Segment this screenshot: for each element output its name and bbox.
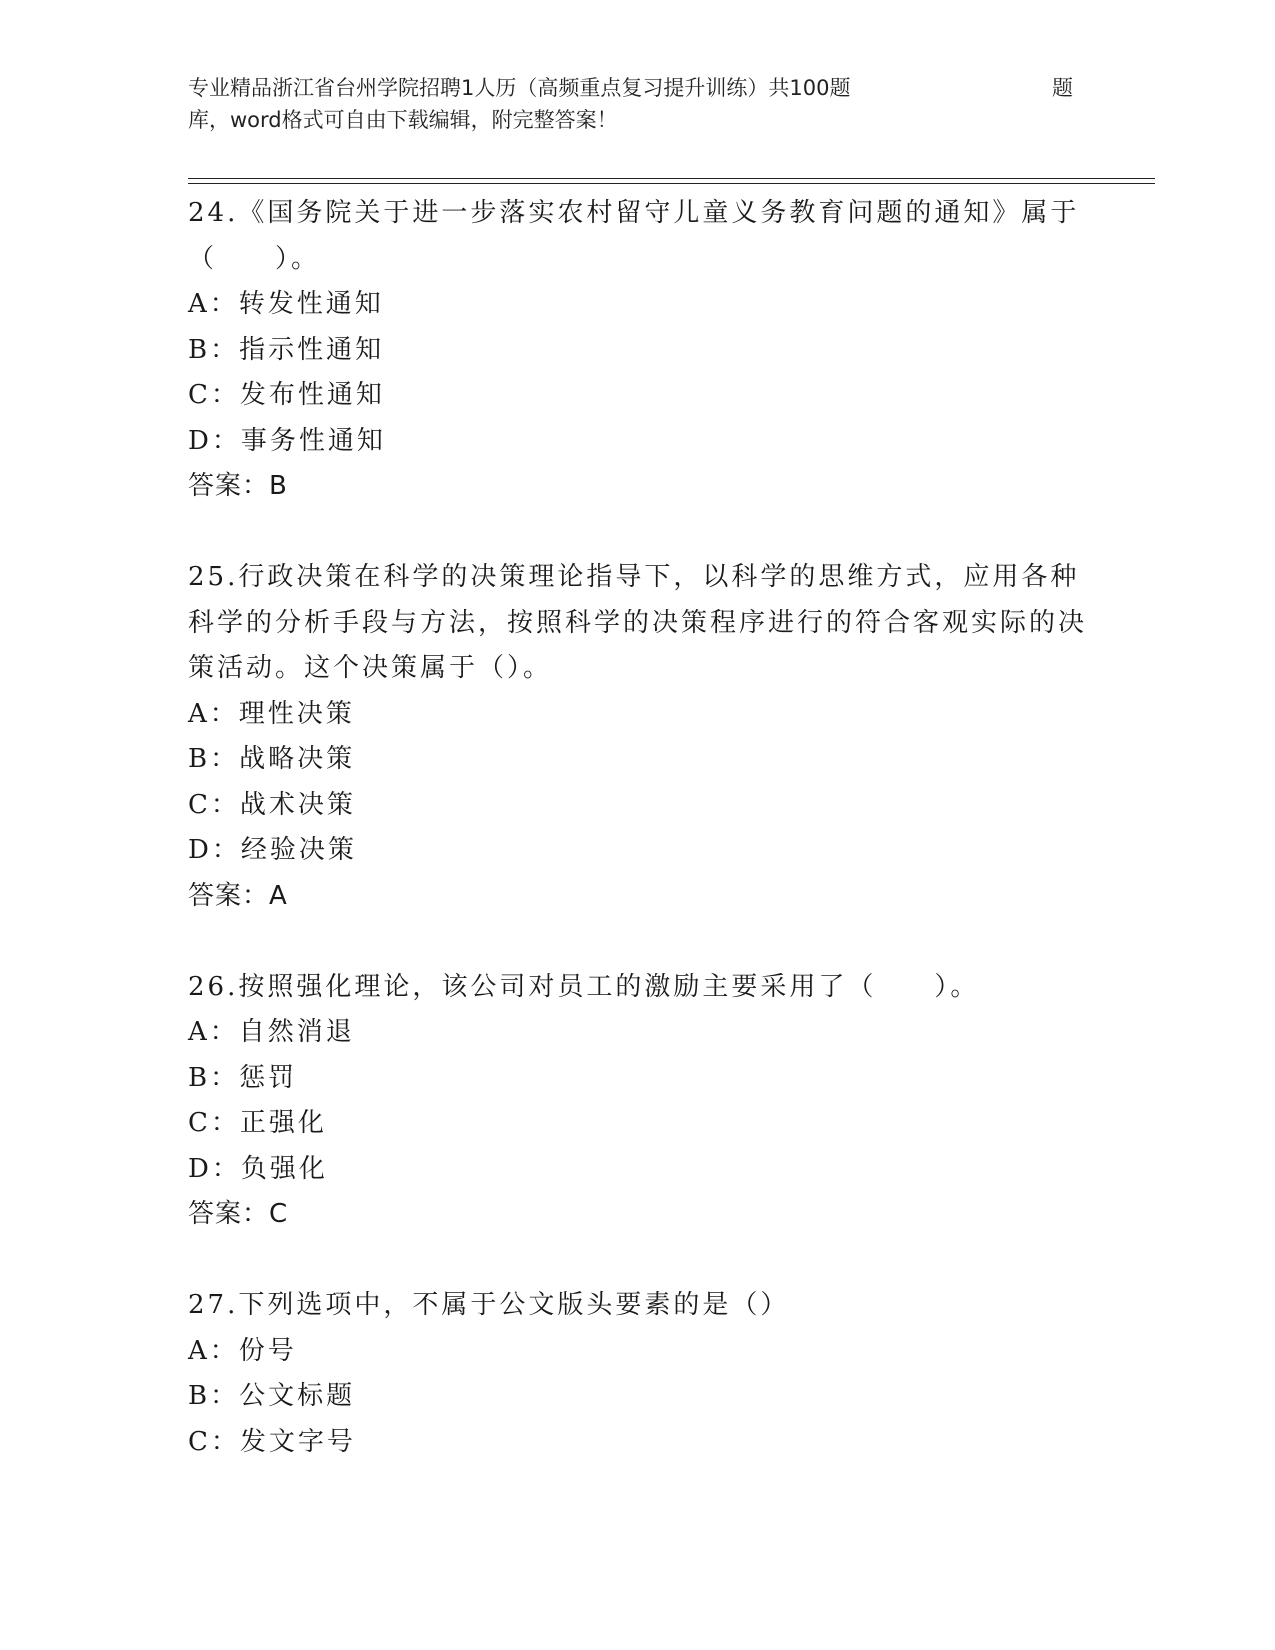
question-27 [188,1283,1088,1465]
option-d: D：负强化 [188,1153,328,1184]
header-divider-top [188,178,1155,179]
header-title-line1 [188,72,1088,104]
option-c: C：发布性通知 [188,380,385,410]
option-c: C：正强化 [188,1108,327,1138]
option-d: D：事务性通知 [188,425,386,456]
header-title-text: 专业精品浙江省台州学院招聘1人历（高频重点复习提升训练）共100题 [188,76,851,100]
answer: 答案：A [188,880,288,911]
option-b: B：战略决策 [188,744,356,774]
question-list [188,191,1088,1511]
header-divider-bottom [188,183,1155,184]
question-text: 24.《国务院关于进一步落实农村留守儿童义务教育问题的通知》属于（ ）。 [188,198,1080,274]
document-header [188,72,1088,136]
option-a: A：转发性通知 [188,289,384,319]
question-24 [188,191,1088,510]
answer: 答案：C [188,1199,289,1229]
option-c: C：发文字号 [188,1426,356,1457]
option-c: C：战术决策 [188,789,356,820]
option-a: A：自然消退 [188,1017,355,1047]
option-a: A：份号 [188,1335,297,1366]
question-26 [188,965,1088,1238]
answer: 答案：B [188,471,288,501]
header-title-line2: 库，word格式可自由下载编辑，附完整答案！ [188,108,618,132]
option-b: B：指示性通知 [188,334,385,365]
question-text: 26.按照强化理论，该公司对员工的激励主要采用了（ ）。 [188,971,980,1002]
option-b: B：惩罚 [188,1062,298,1093]
header-title-trail: 题 [1052,76,1073,100]
option-b: B：公文标题 [188,1381,356,1411]
question-25 [188,555,1088,919]
option-a: A：理性决策 [188,698,355,729]
option-d: D：经验决策 [188,835,357,865]
question-text: 25.行政决策在科学的决策理论指导下，以科学的思维方式，应用各种科学的分析手段与方法，按照科学的决策程序进行的符合客观实际的决策活动。这个决策属于（）。 [188,562,1088,683]
question-text: 27.下列选项中，不属于公文版头要素的是（） [188,1290,790,1320]
